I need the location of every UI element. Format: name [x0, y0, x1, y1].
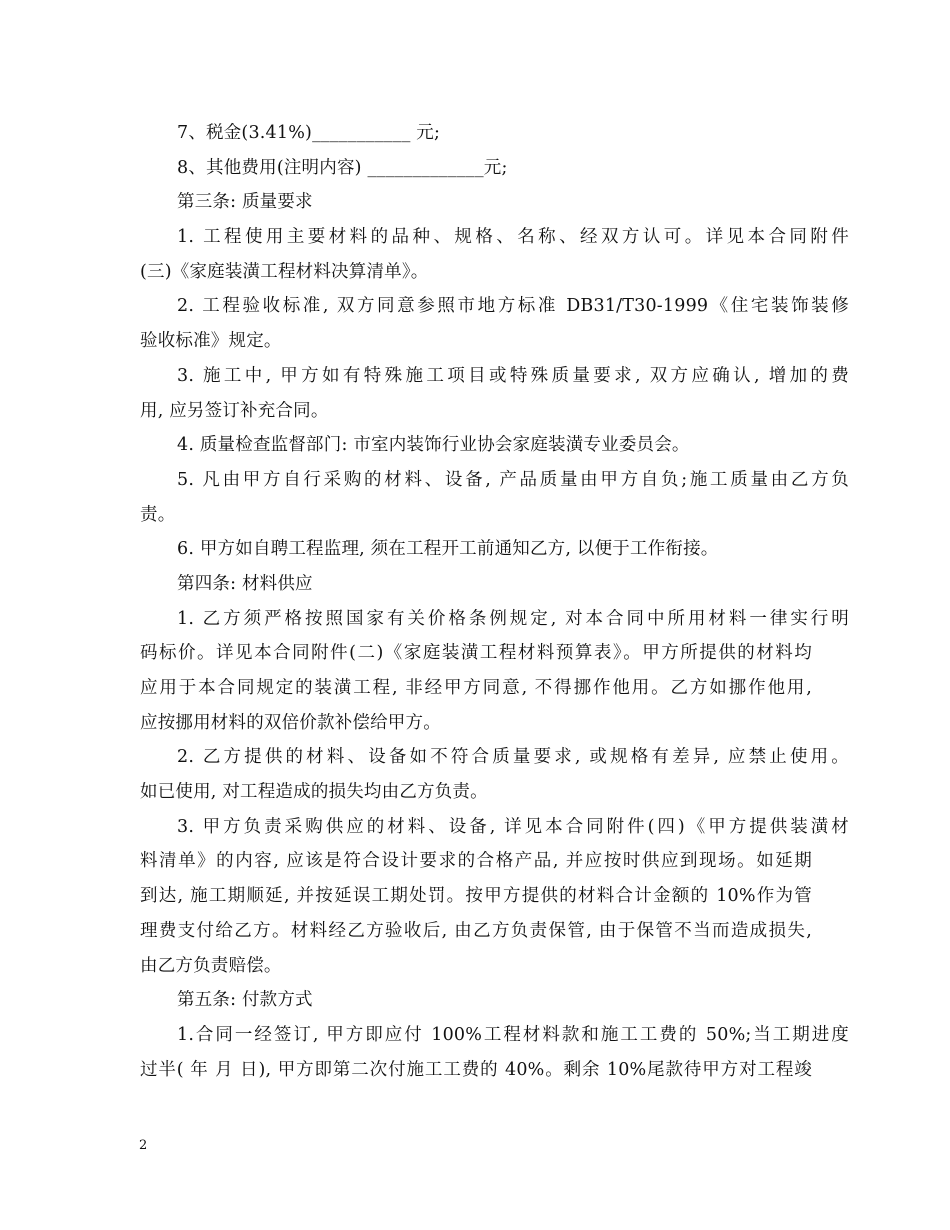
- article-4-heading: 第四条: 材料供应: [177, 573, 313, 594]
- paragraph-line: 理费支付给乙方。材料经乙方验收后, 由乙方负责保管, 由于保管不当而造成损失,: [140, 920, 812, 941]
- paragraph-line: 6. 甲方如自聘工程监理, 须在工程开工前通知乙方, 以便于工作衔接。: [177, 539, 719, 560]
- paragraph-line: 码标价。详见本合同附件(二)《家庭装潢工程材料预算表》。甲方所提供的材料均: [140, 643, 812, 664]
- page-number: 2: [139, 1138, 148, 1153]
- paragraph-line: 3. 施工中, 甲方如有特殊施工项目或特殊质量要求, 双方应确认, 增加的费: [177, 365, 849, 386]
- paragraph-line: 应按挪用材料的双倍价款补偿给甲方。: [140, 712, 441, 733]
- paragraph-line: (三)《家庭装潢工程材料决算清单》。: [140, 261, 429, 282]
- paragraph-line: 由乙方负责赔偿。: [140, 955, 282, 976]
- paragraph-line: 如已使用, 对工程造成的损失均由乙方负责。: [140, 782, 488, 803]
- tax-line: 7、税金(3.41%)___________ 元;: [177, 123, 441, 143]
- paragraph-line: 2. 乙方提供的材料、设备如不符合质量要求, 或规格有差异, 应禁止使用。: [177, 747, 849, 768]
- paragraph-line: 3. 甲方负责采购供应的材料、设备, 详见本合同附件(四)《甲方提供装潢材: [177, 816, 849, 837]
- article-3-heading: 第三条: 质量要求: [177, 192, 313, 213]
- article-5-heading: 第五条: 付款方式: [177, 990, 313, 1011]
- paragraph-line: 料清单》的内容, 应该是符合设计要求的合格产品, 并应按时供应到现场。如延期: [140, 851, 812, 872]
- paragraph-line: 应用于本合同规定的装潢工程, 非经甲方同意, 不得挪作他用。乙方如挪作他用,: [140, 678, 812, 698]
- paragraph-line: 5. 凡由甲方自行采购的材料、设备, 产品质量由甲方自负;施工质量由乙方负: [177, 469, 849, 490]
- other-fees-line: 8、其他费用(注明内容) _____________元;: [177, 157, 508, 178]
- paragraph-line: 2. 工程验收标准, 双方同意参照市地方标准 DB31/T30-1999《住宅装饰装修: [177, 296, 849, 317]
- paragraph-line: 验收标准》规定。: [140, 331, 282, 352]
- paragraph-line: 1. 乙方须严格按照国家有关价格条例规定, 对本合同中所用材料一律实行明: [177, 608, 849, 629]
- paragraph-line: 过半( 年 月 日), 甲方即第二次付施工工费的 40%。剩余 10%尾款待甲方对工程竣: [140, 1059, 812, 1080]
- document-body: [140, 116, 849, 1087]
- paragraph-line: 用, 应另签订补充合同。: [140, 400, 329, 421]
- paragraph-line: 到达, 施工期顺延, 并按延误工期处罚。按甲方提供的材料合计金额的 10%作为管: [140, 886, 812, 907]
- paragraph-line: 1. 工程使用主要材料的品种、规格、名称、经双方认可。详见本合同附件: [177, 227, 849, 248]
- paragraph-line: 1.合同一经签订, 甲方即应付 100%工程材料款和施工工费的 50%;当工期进度: [177, 1024, 849, 1045]
- paragraph-line: 4. 质量检查监督部门: 市室内装饰行业协会家庭装潢专业委员会。: [177, 435, 690, 456]
- paragraph-line: 责。: [140, 504, 176, 525]
